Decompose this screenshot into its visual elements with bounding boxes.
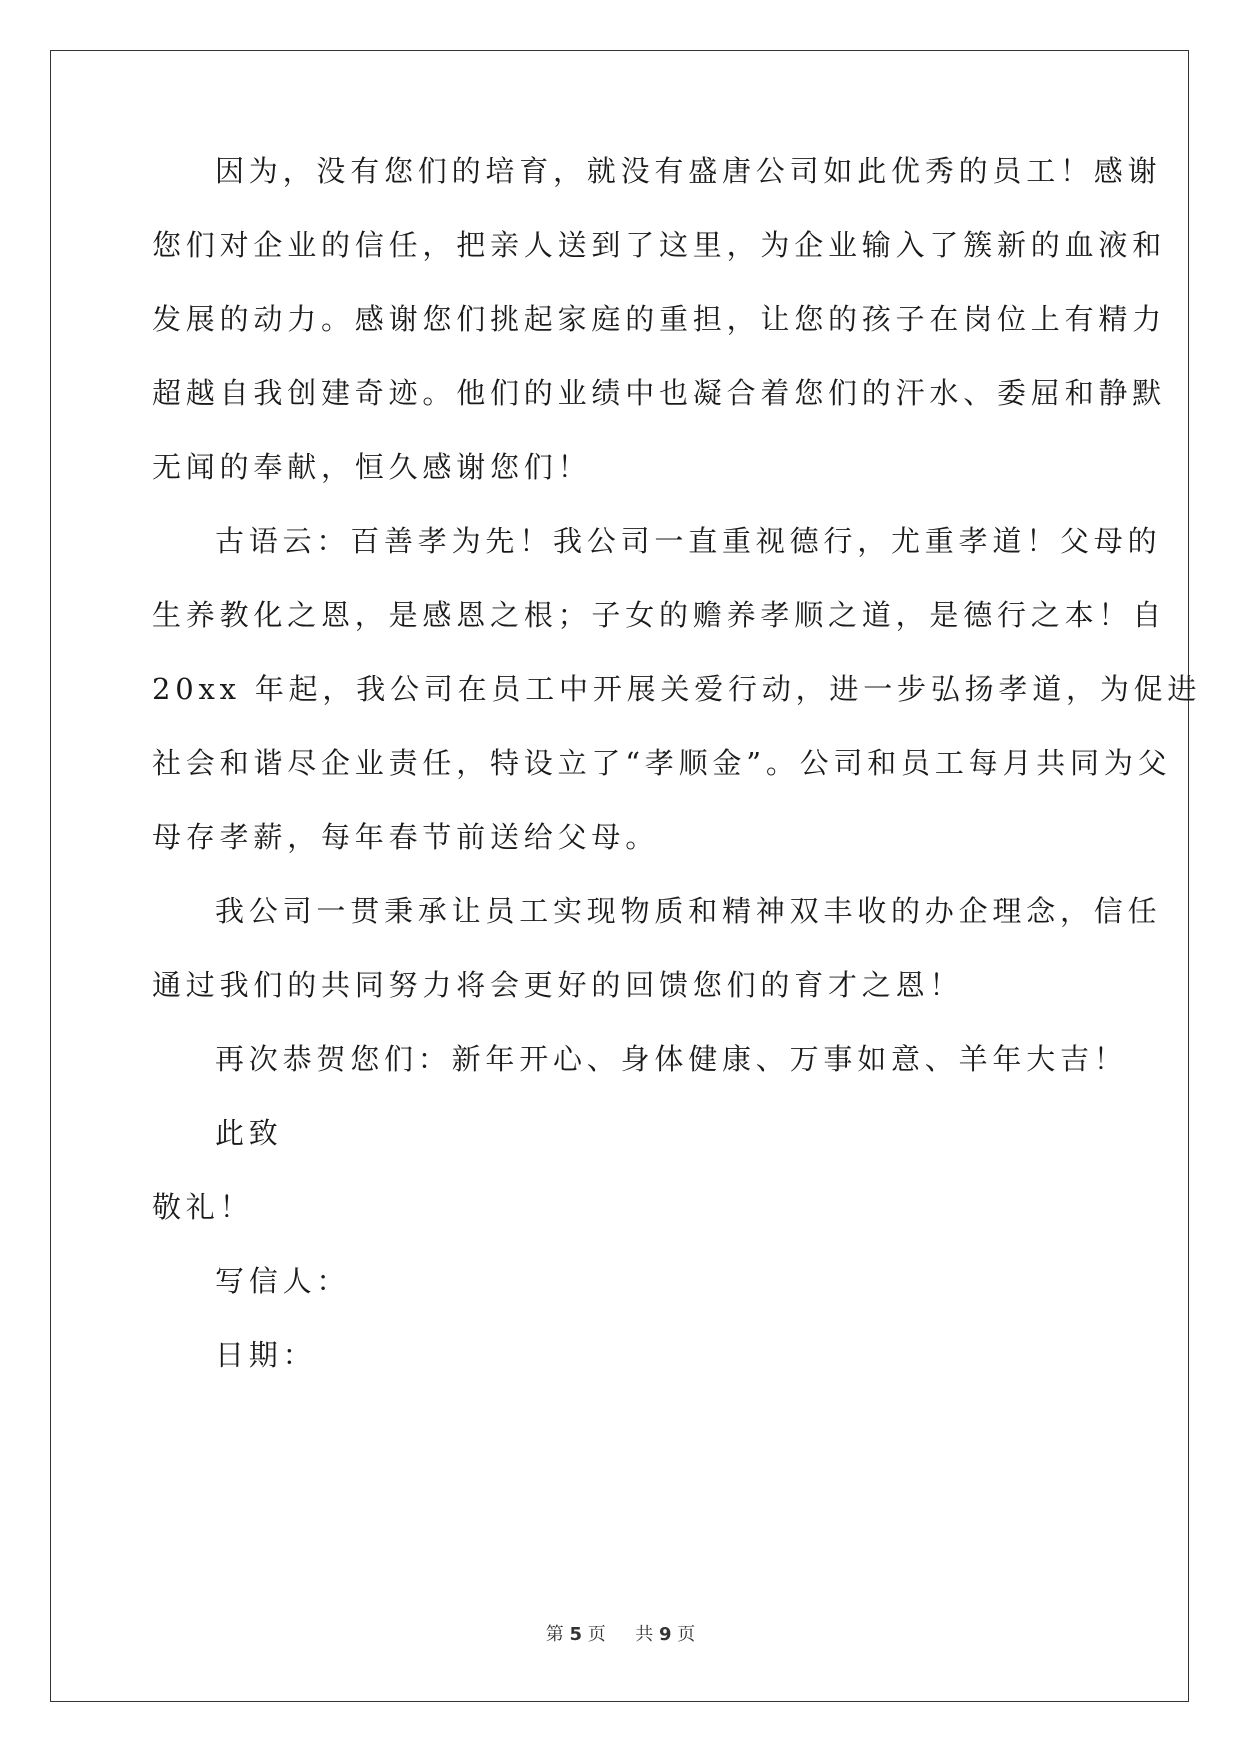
greeting-line: 再次恭贺您们：新年开心、身体健康、万事如意、羊年大吉！ bbox=[215, 1042, 1128, 1076]
page-suffix: 页 bbox=[587, 1624, 606, 1645]
total-pages: 9 bbox=[658, 1624, 672, 1645]
paragraph-line: 社会和谐尽企业责任，特设立了“孝顺金”。公司和员工每月共同为父 bbox=[152, 746, 1172, 780]
paragraph-line: 发展的动力。感谢您们挑起家庭的重担，让您的孩子在岗位上有精力 bbox=[152, 302, 1167, 336]
paragraph-line: 通过我们的共同努力将会更好的回馈您们的育才之恩！ bbox=[152, 968, 964, 1002]
paragraph-line: 您们对企业的信任，把亲人送到了这里，为企业输入了簇新的血液和 bbox=[152, 228, 1167, 262]
signature-label: 写信人： bbox=[215, 1264, 351, 1298]
paragraph-line: 古语云：百善孝为先！我公司一直重视德行，尤重孝道！父母的 bbox=[215, 524, 1162, 558]
paragraph-line: 无闻的奉献，恒久感谢您们！ bbox=[152, 450, 592, 484]
closing-regards: 敬礼！ bbox=[152, 1190, 254, 1224]
page-number: 5 bbox=[569, 1624, 583, 1645]
page-footer bbox=[0, 1620, 1241, 1646]
page-prefix: 第 bbox=[545, 1624, 564, 1645]
paragraph-line: 20xx 年起，我公司在员工中开展关爱行动，进一步弘扬孝道，为促进 bbox=[152, 672, 1202, 706]
date-label: 日期： bbox=[215, 1338, 317, 1372]
paragraph-line: 生养教化之恩，是感恩之根；子女的赡养孝顺之道，是德行之本！自 bbox=[152, 598, 1167, 632]
paragraph-line: 母存孝薪，每年春节前送给父母。 bbox=[152, 820, 660, 854]
paragraph-line: 我公司一贯秉承让员工实现物质和精神双丰收的办企理念，信任 bbox=[215, 894, 1162, 928]
total-prefix: 共 bbox=[635, 1624, 654, 1645]
total-suffix: 页 bbox=[677, 1624, 696, 1645]
paragraph-line: 超越自我创建奇迹。他们的业绩中也凝合着您们的汗水、委屈和静默 bbox=[152, 376, 1167, 410]
paragraph-line: 因为，没有您们的培育，就没有盛唐公司如此优秀的员工！感谢 bbox=[215, 154, 1162, 188]
closing-salutation: 此致 bbox=[215, 1116, 283, 1150]
